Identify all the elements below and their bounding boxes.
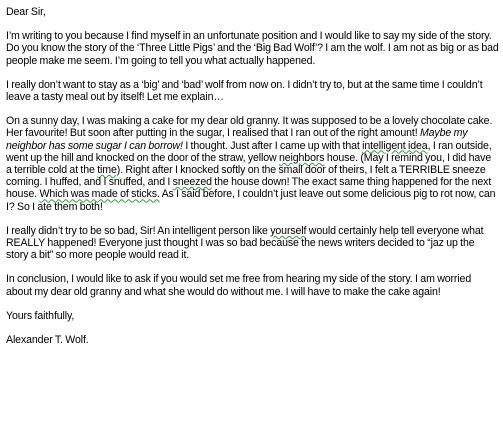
letter-paragraph-intro: I’m writing to you because I find myself in an unfortunate position and I would like to say my side of the story. Do you know the story of the ‘Three Little Pigs’ and the ‘Big Bad Wolf’? I am the wolf. I am not as big or as bad people make me seem. I’m going to tell you what actually happened. (6, 30, 499, 67)
letter-closing: Yours faithfully, (6, 309, 75, 322)
story-text-6: the house down! The exact same thing happened for the next house. (6, 176, 492, 201)
letter-paragraph-story (6, 115, 499, 213)
story-text-5: . Right after I knocked softly on the small door of theirs, I felt a TERRIBLE sneeze coming. I huffed, and I snuffed, and I (6, 164, 486, 189)
story-text-3: , I ran outside, went up the hill and knocked on the door of the straw, yellow (6, 139, 492, 164)
story-text-1: On a sunny day, I was making a cake for my dear old granny. It was supposed to be a lovely chocolate cake. Her favourite! But soon after putting in the sugar, I realised that I ran out of the right amount! (6, 115, 493, 140)
grammar-flag-sneezed: sneezed (172, 176, 212, 189)
plea-text-1: I really didn’t try to be so bad, Sir! An intelligent person like (6, 224, 271, 237)
letter-paragraph-plea (6, 225, 499, 262)
grammar-flag-time: time) (97, 164, 121, 177)
letter-signature: Alexander T. Wolf. (6, 334, 89, 347)
letter-paragraph-conclusion: In conclusion, I would like to ask if you would set me free from hearing my side of the story. I am worried about my dear old granny and what she would do without me. I will have to make the cake again! (6, 273, 472, 298)
story-italic-thought: Maybe my neighbor has some sugar I can borrow! (6, 127, 468, 152)
letter-paragraph-explain: I really don’t want to stay as a ‘big’ and ‘bad’ wolf from now on. I didn’t try to, but at the same time I couldn’t leave a tasty meal out by itself! Let me explain… (6, 78, 483, 104)
story-text-4: house. (May I remind you, I did have a terrible cold at the (6, 151, 492, 177)
grammar-flag-neighbors: neighbors (278, 151, 325, 164)
letter-salutation: Dear Sir, (6, 6, 46, 18)
grammar-flag-yourself: yourself (270, 224, 307, 237)
grammar-flag-sticks: Which was made of sticks. (39, 188, 160, 201)
grammar-flag-intelligent-idea: intelligent idea (362, 139, 428, 152)
plea-text-2: would certainly help tell everyone what REALLY happened! Everyone just thought I was so bad because the news writers decided to “jaz up the story a bit” so more people would read it. (6, 224, 484, 262)
story-text-2: I thought. Just after I came up with that (182, 139, 363, 152)
story-text-7: As I said before, I couldn’t just leave out some delicious pig to rot now, can I? So I ate them both! (6, 188, 496, 213)
